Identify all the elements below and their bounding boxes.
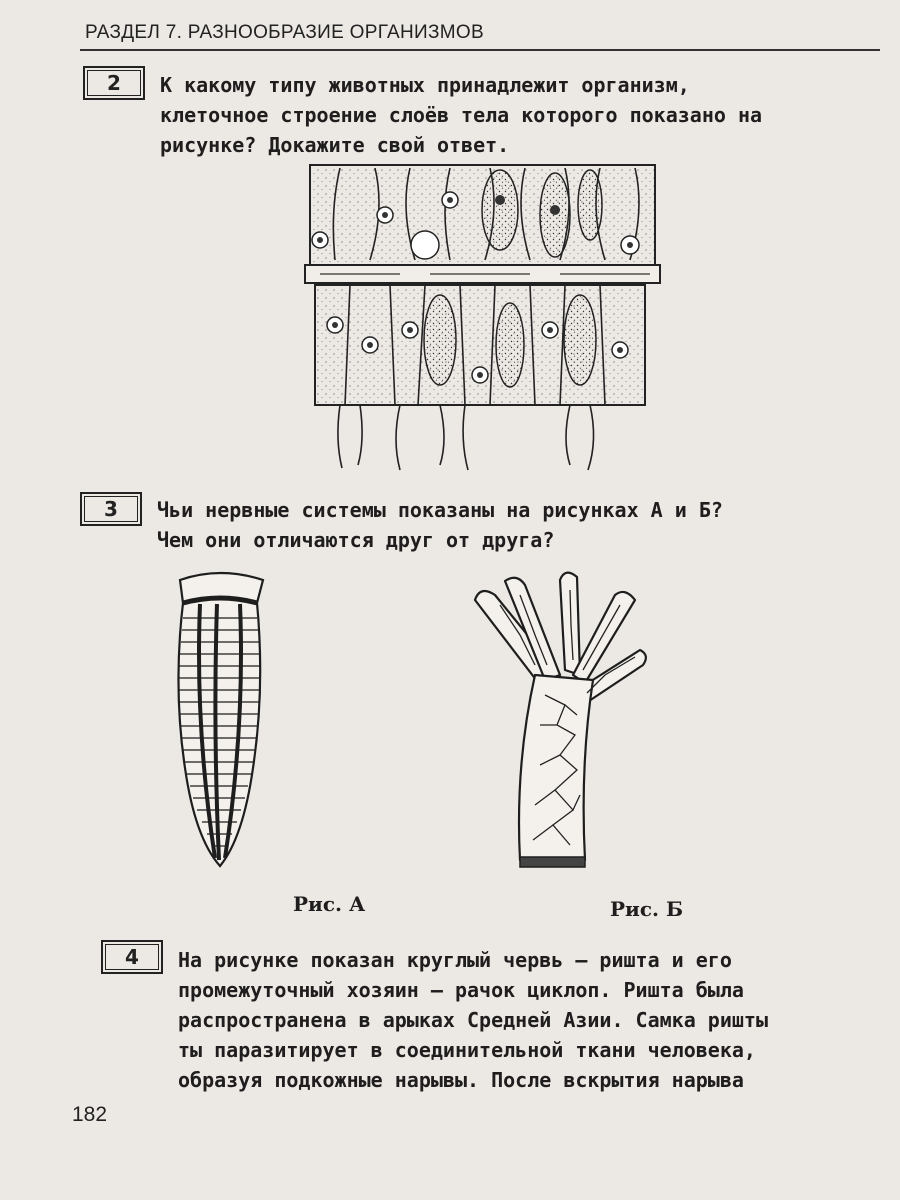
question-2-number: 2 (83, 66, 145, 100)
question-4-line-4: ты паразитирует в соединительной ткани человека, (178, 1038, 756, 1062)
question-4-line-1: На рисунке показан круглый червь — ришта и его (178, 948, 732, 972)
cell-layers-illustration (300, 160, 670, 475)
question-2-line-1: К какому типу животных принадлежит организм, (160, 73, 690, 97)
question-4-text (178, 945, 883, 1095)
figure-a-caption: Рис. А (293, 892, 366, 916)
question-4-line-2: промежуточный хозяин — рачок циклоп. Ришта была (178, 978, 744, 1002)
question-3-text (157, 495, 877, 555)
figure-b-illustration (465, 565, 655, 875)
section-header: РАЗДЕЛ 7. РАЗНООБРАЗИЕ ОРГАНИЗМОВ (85, 22, 484, 43)
question-4-line-5: образуя подкожные нарывы. После вскрытия нарыва (178, 1068, 744, 1092)
question-4-number: 4 (101, 940, 163, 974)
question-2-text (160, 70, 880, 160)
page-number: 182 (72, 1103, 108, 1126)
question-3-number: 3 (80, 492, 142, 526)
question-2-line-3: рисунке? Докажите свой ответ. (160, 133, 510, 157)
question-3-line-1: Чьи нервные системы показаны на рисунках А и Б? (157, 498, 723, 522)
figure-a-illustration (165, 568, 275, 873)
header-rule (80, 49, 880, 51)
question-2-line-2: клеточное строение слоёв тела которого показано на (160, 103, 763, 127)
question-4-line-3: распространена в арыках Средней Азии. Самка ришты (178, 1008, 769, 1032)
figure-b-caption: Рис. Б (610, 897, 684, 921)
question-3-line-2: Чем они отличаются друг от друга? (157, 528, 555, 552)
